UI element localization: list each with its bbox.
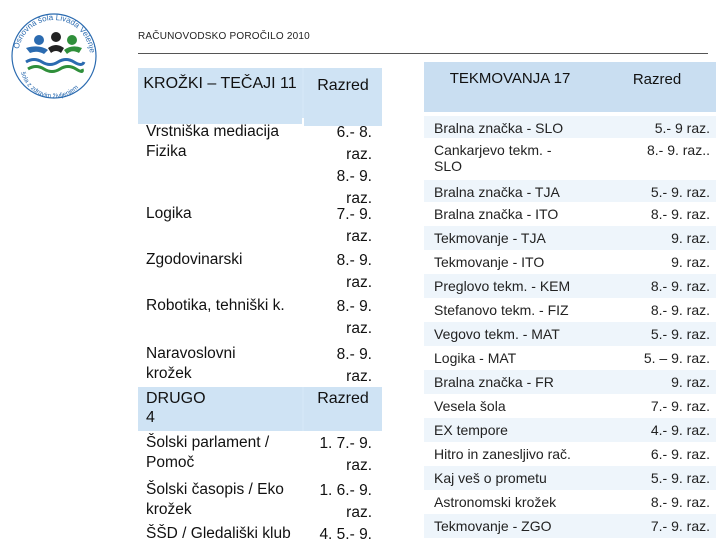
- left-header-col1: KROŽKI – TEČAJI 11: [138, 68, 302, 124]
- table-row: [424, 370, 716, 394]
- table-row: [424, 202, 716, 226]
- row-name: Stefanovo tekm. - FIZ: [434, 302, 569, 318]
- row-grade: 6.- 9. raz.: [650, 446, 710, 462]
- row-grade: 7.- 9. raz.: [650, 398, 710, 414]
- row-grade: 5.- 9. raz.: [650, 470, 710, 486]
- row-name: Bralna značka - FR: [434, 374, 554, 390]
- row-grade: 9. raz.: [671, 254, 710, 270]
- right-table-header: [424, 62, 716, 112]
- row-grade: 8.- 9. raz.: [650, 494, 710, 510]
- left-table-header-2: [138, 387, 382, 431]
- svg-text:šola z zdravim življenjem: [19, 71, 80, 100]
- left-header-col2: Razred: [304, 68, 382, 126]
- row-name: Naravoslovni krožek: [146, 345, 236, 382]
- table-row: [424, 138, 716, 180]
- table-row: [424, 250, 716, 274]
- table-row: [138, 480, 382, 524]
- table-row: [424, 346, 716, 370]
- row-grade: 6.- 8. raz. 8.- 9. raz.: [336, 124, 372, 207]
- row-grade: 5.- 9. raz.: [650, 326, 710, 342]
- row-name: Bralna značka - TJA: [434, 184, 560, 200]
- table-row: [138, 296, 382, 340]
- left-header2-col2: Razred: [317, 390, 369, 407]
- row-name: Vegovo tekm. - MAT: [434, 326, 560, 342]
- row-grade: 5.- 9 raz.: [654, 120, 710, 136]
- table-row: [138, 250, 382, 294]
- row-grade: 8.- 9. raz.: [336, 346, 372, 385]
- row-grade: 9. raz.: [671, 230, 710, 246]
- table-row: [424, 322, 716, 346]
- table-row: [424, 298, 716, 322]
- table-row: [424, 394, 716, 418]
- row-grade: 7.- 9. raz.: [336, 206, 372, 245]
- left-header2-col1: DRUGO 4: [146, 390, 206, 426]
- row-grade: 5. – 9. raz.: [643, 350, 710, 366]
- row-name: Zgodovinarski: [146, 251, 243, 268]
- row-name: Tekmovanje - ITO: [434, 254, 545, 270]
- row-name: Šolski časopis / Eko krožek: [146, 481, 284, 518]
- row-grade: 8.- 9. raz..: [646, 142, 710, 158]
- row-name: Vrstniška mediacija Fizika: [146, 123, 279, 160]
- table-row: [138, 204, 382, 246]
- table-row: [424, 274, 716, 298]
- row-grade: 1. 6.- 9. raz.: [319, 482, 372, 521]
- table-row: [424, 466, 716, 490]
- table-row: [138, 433, 382, 477]
- row-grade: 8.- 9. raz.: [650, 302, 710, 318]
- row-grade: 9. raz.: [671, 374, 710, 390]
- table-row: [138, 122, 382, 207]
- row-grade: 8.- 9. raz.: [650, 278, 710, 294]
- row-grade: 8.- 9. raz.: [650, 206, 710, 222]
- table-row: [138, 344, 382, 388]
- row-name: Preglovo tekm. - KEM: [434, 278, 571, 294]
- logo-arc-text: Osnovna šola Livada Velenje: [11, 12, 97, 54]
- row-name: Robotika, tehniški k.: [146, 297, 285, 314]
- row-name: Logika: [146, 205, 192, 222]
- row-name: Bralna značka - SLO: [434, 120, 564, 136]
- row-name: Kaj veš o prometu: [434, 470, 547, 486]
- row-grade: 4.- 9. raz.: [650, 422, 710, 438]
- row-grade: 8.- 9. raz.: [336, 252, 372, 291]
- table-row: [424, 180, 716, 202]
- left-table-header: [138, 68, 382, 118]
- right-header-col1: TEKMOVANJA 17: [449, 70, 571, 87]
- table-row: [424, 226, 716, 250]
- row-grade: 4. 5.- 9.: [319, 526, 372, 540]
- row-name: EX tempore: [434, 422, 508, 438]
- table-row: [138, 524, 382, 540]
- row-name: Bralna značka - ITO: [434, 206, 559, 222]
- row-name: Cankarjevo tekm. - SLO: [434, 142, 552, 174]
- table-row: [424, 442, 716, 466]
- logo-bottom-text: šola z zdravim življenjem: [19, 70, 80, 101]
- row-name: Astronomski krožek: [434, 494, 557, 510]
- row-name: Tekmovanje - ZGO: [434, 518, 552, 534]
- row-grade: 7.- 9. raz.: [650, 518, 710, 534]
- table-row: [424, 514, 716, 538]
- right-header-col2: Razred: [632, 71, 682, 88]
- row-name: Tekmovanje - TJA: [434, 230, 546, 246]
- table-row: [424, 490, 716, 514]
- row-name: Šolski parlament / Pomoč: [146, 434, 270, 471]
- row-name: ŠŠD / Gledališki klub: [146, 525, 291, 540]
- row-grade: 5.- 9. raz.: [650, 184, 710, 200]
- row-grade: 8.- 9. raz.: [336, 298, 372, 337]
- title-rule: [138, 53, 708, 54]
- row-name: Hitro in zanesljivo rač.: [434, 446, 571, 462]
- report-title: RAČUNOVODSKO POROČILO 2010: [138, 31, 310, 42]
- table-row: [424, 116, 716, 138]
- row-name: Logika - MAT: [434, 350, 517, 366]
- school-logo: [4, 4, 104, 104]
- row-name: Vesela šola: [434, 398, 506, 414]
- table-row: [424, 418, 716, 442]
- row-grade: 1. 7.- 9. raz.: [319, 435, 372, 474]
